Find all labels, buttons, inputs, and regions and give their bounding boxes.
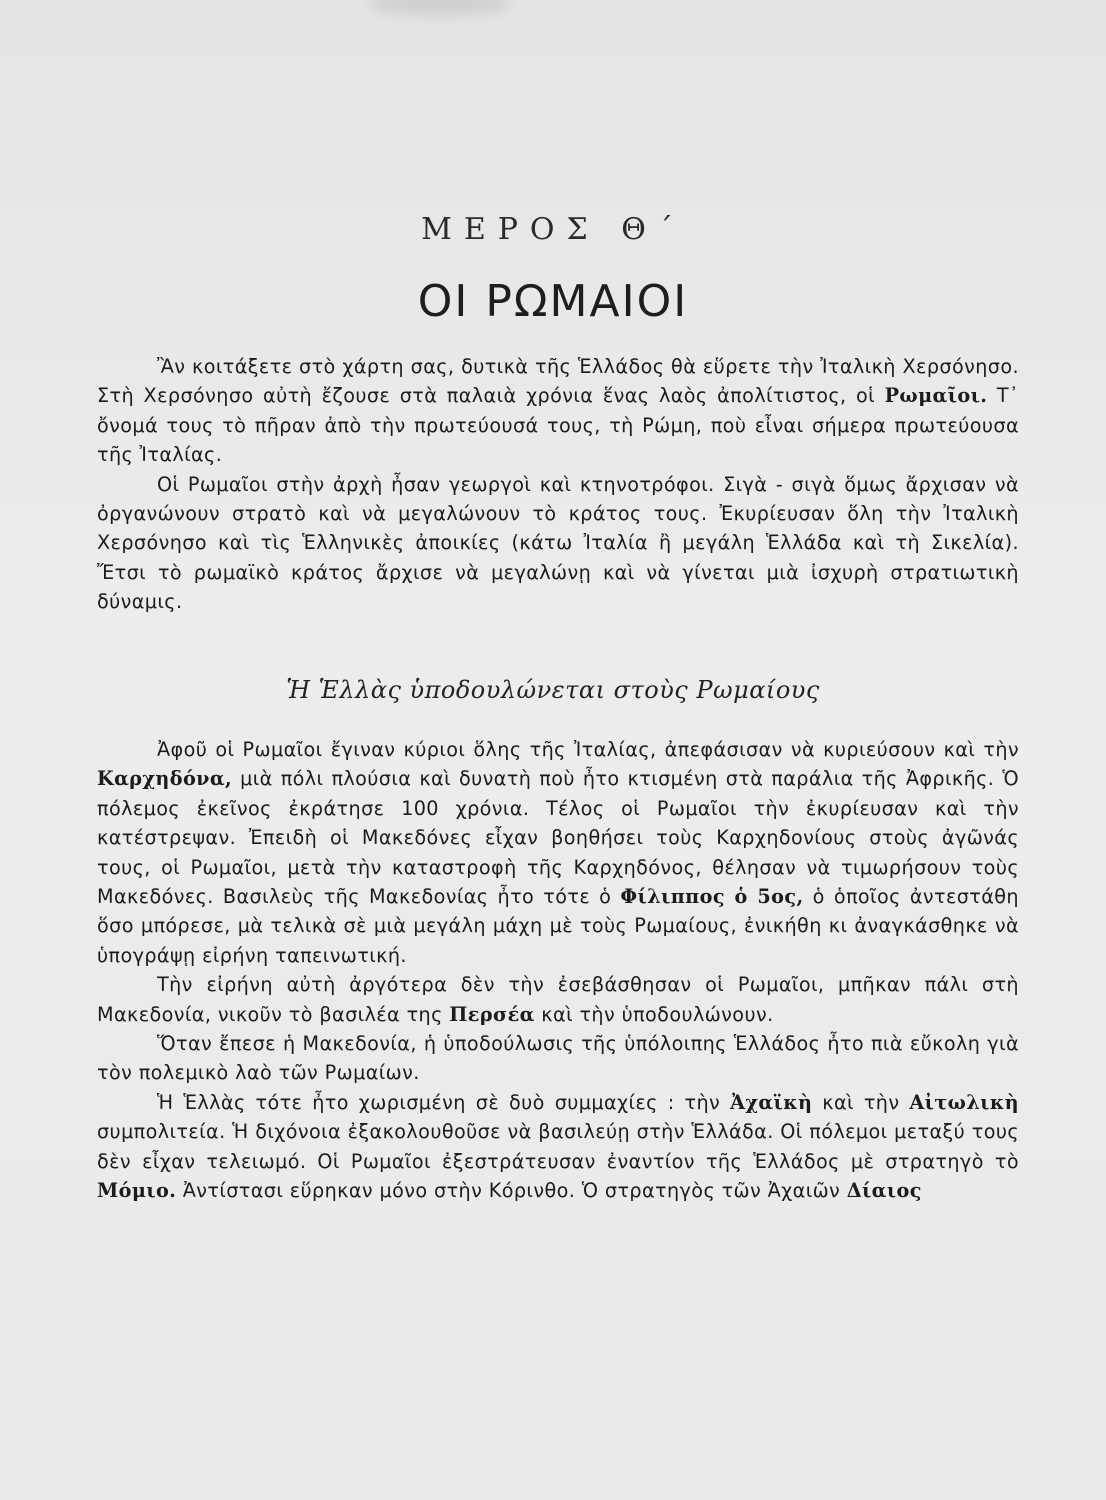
text-run: καὶ τὴν	[812, 1090, 910, 1114]
text-run: Ἂν κοιτάξετε στὸ χάρτη σας, δυτικὰ τῆς Ἑλλάδος θὰ εὕρετε τὴν Ἰταλικὴ Χερσόνησο. Στὴ Χερσόνησο αὐτὴ ἔζουσε στὰ παλαιὰ χρόνια ἕνας λαὸς ἀπολίτιστος, οἱ	[97, 355, 1019, 408]
bold-term: Αἰτωλικὴ	[909, 1090, 1019, 1114]
paragraph	[97, 970, 1019, 1029]
chapter-title: ΟΙ ΡΩΜΑΙΟΙ	[417, 276, 689, 327]
paragraph: Οἱ Ρωμαῖοι στὴν ἀρχὴ ἦσαν γεωργοὶ καὶ κτηνοτρόφοι. Σιγὰ - σιγὰ ὅμως ἄρχισαν νὰ ὀργανώνουν στρατὸ καὶ νὰ μεγαλώνουν τὸ κράτος τους. Ἐκυρίευσαν ὅλη τὴν Ἰταλικὴ Χερσόνησο καὶ τὶς Ἑλληνικὲς ἀποικίες (κάτω Ἰταλία ἢ μεγάλη Ἑλλάδα καὶ τὴ Σικελία). Ἔτσι τὸ ρωμαϊκὸ κράτος ἄρχισε νὰ μεγαλώνῃ καὶ νὰ γίνεται μιὰ ἰσχυρὴ στρατιωτικὴ δύναμις.	[97, 472, 1019, 614]
paragraph	[97, 1088, 1019, 1206]
section-subheading: Ἡ Ἑλλὰς ὑποδουλώνεται στοὺς Ρωμαίους	[286, 676, 820, 704]
bold-term: Φίλιππος ὁ 5ος,	[620, 885, 804, 909]
text-run: Τὴν εἰρήνη αὐτὴ ἀργότερα δὲν τὴν ἐσεβάσθησαν οἱ Ρωμαῖοι, μπῆκαν πάλι στὴ Μακεδονία, νικοῦν τὸ βασιλέα της	[97, 973, 1019, 1026]
bold-term: Περσέα	[449, 1002, 535, 1026]
paper-stain	[370, 0, 510, 16]
text-run: συμπολιτεία. Ἡ διχόνοια ἐξακολουθοῦσε νὰ βασιλεύῃ στὴν Ἑλλάδα. Οἱ πόλεμοι μεταξύ τους δὲν εἶχαν τελειωμό. Οἱ Ρωμαῖοι ἐξεστράτευσαν ἐναντίον τῆς Ἑλλάδος μὲ στρατηγὸ τὸ	[97, 1120, 1019, 1173]
section-2-text	[97, 735, 1019, 1206]
part-heading: ΜΕΡΟΣ Θ΄	[421, 212, 685, 247]
text-run: Τ᾽ ὄνομά τους τὸ πῆραν ἀπὸ τὴν πρωτεύουσά τους, τὴ Ρώμη, ποὺ εἶναι σήμερα πρωτεύουσα τῆς Ἰταλίας.	[97, 384, 1019, 467]
text-run: ὁ ὁποῖος ἀντεστάθη ὅσο μπόρεσε, μὰ τελικὰ σὲ μιὰ μεγάλη μάχη μὲ τοὺς Ρωμαίους, ἐνικήθη κι ἀναγκάσθηκε νὰ ὑπογράψῃ εἰρήνη ταπεινωτική.	[97, 885, 1019, 967]
bold-term: Ρωμαῖοι.	[884, 384, 988, 408]
paragraph	[97, 352, 1019, 470]
text-run: Ἀντίστασι εὕρηκαν μόνο στὴν Κόρινθο. Ὁ στρατηγὸς τῶν Ἀχαιῶν	[176, 1179, 847, 1203]
bold-term: Καρχηδόνα,	[97, 767, 233, 791]
paragraph: Ὅταν ἔπεσε ἡ Μακεδονία, ἡ ὑποδούλωσις τῆς ὑπόλοιπης Ἑλλάδος ἦτο πιὰ εὔκολη γιὰ τὸν πολεμικὸ λαὸ τῶν Ρωμαίων.	[97, 1032, 1019, 1085]
text-run: Ἀφοῦ οἱ Ρωμαῖοι ἔγιναν κύριοι ὅλης τῆς Ἰταλίας, ἀπεφάσισαν νὰ κυριεύσουν καὶ τὴν	[157, 738, 1019, 761]
bold-term: Δίαιος	[846, 1179, 922, 1203]
bold-term: Μόμιο.	[97, 1179, 177, 1203]
paragraph	[97, 735, 1019, 970]
text-run: μιὰ πόλι πλούσια καὶ δυνατὴ ποὺ ἦτο κτισμένη στὰ παράλια τῆς Ἀφρικῆς. Ὁ πόλεμος ἐκεῖνος ἐκράτησε 100 χρόνια. Τέλος οἱ Ρωμαῖοι τὴν ἐκυρίευσαν καὶ τὴν κατέστρεψαν. Ἐπειδὴ οἱ Μακεδόνες εἶχαν βοηθήσει τοὺς Καρχηδονίους στοὺς ἀγῶνάς τους, οἱ Ρωμαῖοι, μετὰ τὴν καταστροφὴ τῆς Καρχηδόνος, θέλησαν νὰ τιμωρήσουν τοὺς Μακεδόνες. Βασιλεὺς τῆς Μακεδονίας ἦτο τότε ὁ	[97, 767, 1019, 909]
section-1-text	[97, 352, 1019, 617]
bold-term: Ἀχαϊκὴ	[730, 1090, 813, 1114]
text-run: Ἡ Ἑλλὰς τότε ἦτο χωρισμένη σὲ δυὸ συμμαχίες : τὴν	[157, 1090, 731, 1114]
text-run: καὶ τὴν ὑποδουλώνουν.	[534, 1002, 774, 1026]
